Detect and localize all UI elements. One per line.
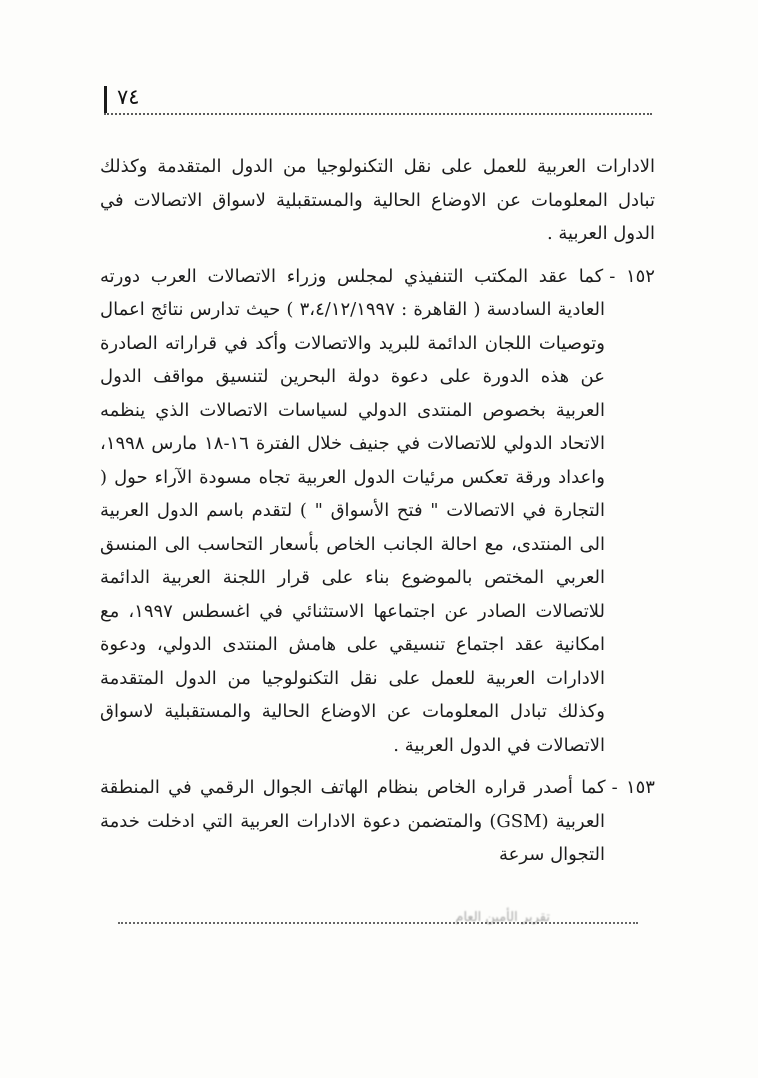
page-number: ٧٤ — [104, 86, 150, 113]
footer-faint-text: تقرير الأمين العام — [455, 910, 550, 925]
page-footer — [118, 906, 638, 924]
item-number-153: ١٥٣ - — [611, 777, 655, 798]
list-item-153 — [100, 771, 655, 872]
item-text-152: كما عقد المكتب التنفيذي لمجلس وزراء الاتصالات العرب دورته العادية السادسة ( القاهرة : ٣،٤/١٢/١٩٩٧ ) حيث تدارس نتائج اعمال وتوصيات اللجان الدائمة للبريد والاتصالات وأكد في قراراته الصادرة عن هذه الدورة على دعوة دولة البحرين لتنسيق مواقف الدول العربية بخصوص المنتدى الدولي لسياسات الاتصالات الذي ينظمه الاتحاد الدولي للاتصالات في جنيف خلال الفترة ١٦-١٨ مارس ١٩٩٨، واعداد ورقة تعكس مرئيات الدول العربية تجاه مسودة الآراء حول ( التجارة في الاتصالات " فتح الأسواق " ) لتقدم باسم الدول العربية الى المنتدى، مع احالة الجانب الخاص بأسعار التحاسب الى المنسق العربي المختص بالموضوع بناء على قرار اللجنة العربية الدائمة للاتصالات الصادر عن اجتماعها الاستثنائي في اغسطس ١٩٩٧، مع امكانية عقد اجتماع تنسيقي على هامش المنتدى الدولي، ودعوة الادارات العربية للعمل على نقل التكنولوجيا من الدول المتقدمة وكذلك تبادل المعلومات عن الاوضاع الحالية والمستقبلية لاسواق الاتصالات في الدول العربية . — [100, 265, 605, 756]
item-number-152: ١٥٢ - — [609, 265, 655, 287]
list-item-152 — [100, 260, 655, 763]
item-text-153: كما أصدر قراره الخاص بنظام الهاتف الجوال الرقمي في المنطقة العربية (GSM) والمتضمن دعوة الادارات العربية التي ادخلت خدمة التجوال سرعة — [100, 777, 606, 865]
intro-paragraph: الادارات العربية للعمل على نقل التكنولوجيا من الدول المتقدمة وكذلك تبادل المعلومات عن الاوضاع الحالية والمستقبلية لاسواق الاتصالات في الدول العربية . — [100, 156, 655, 244]
page-header — [104, 86, 652, 115]
document-body — [100, 150, 655, 881]
